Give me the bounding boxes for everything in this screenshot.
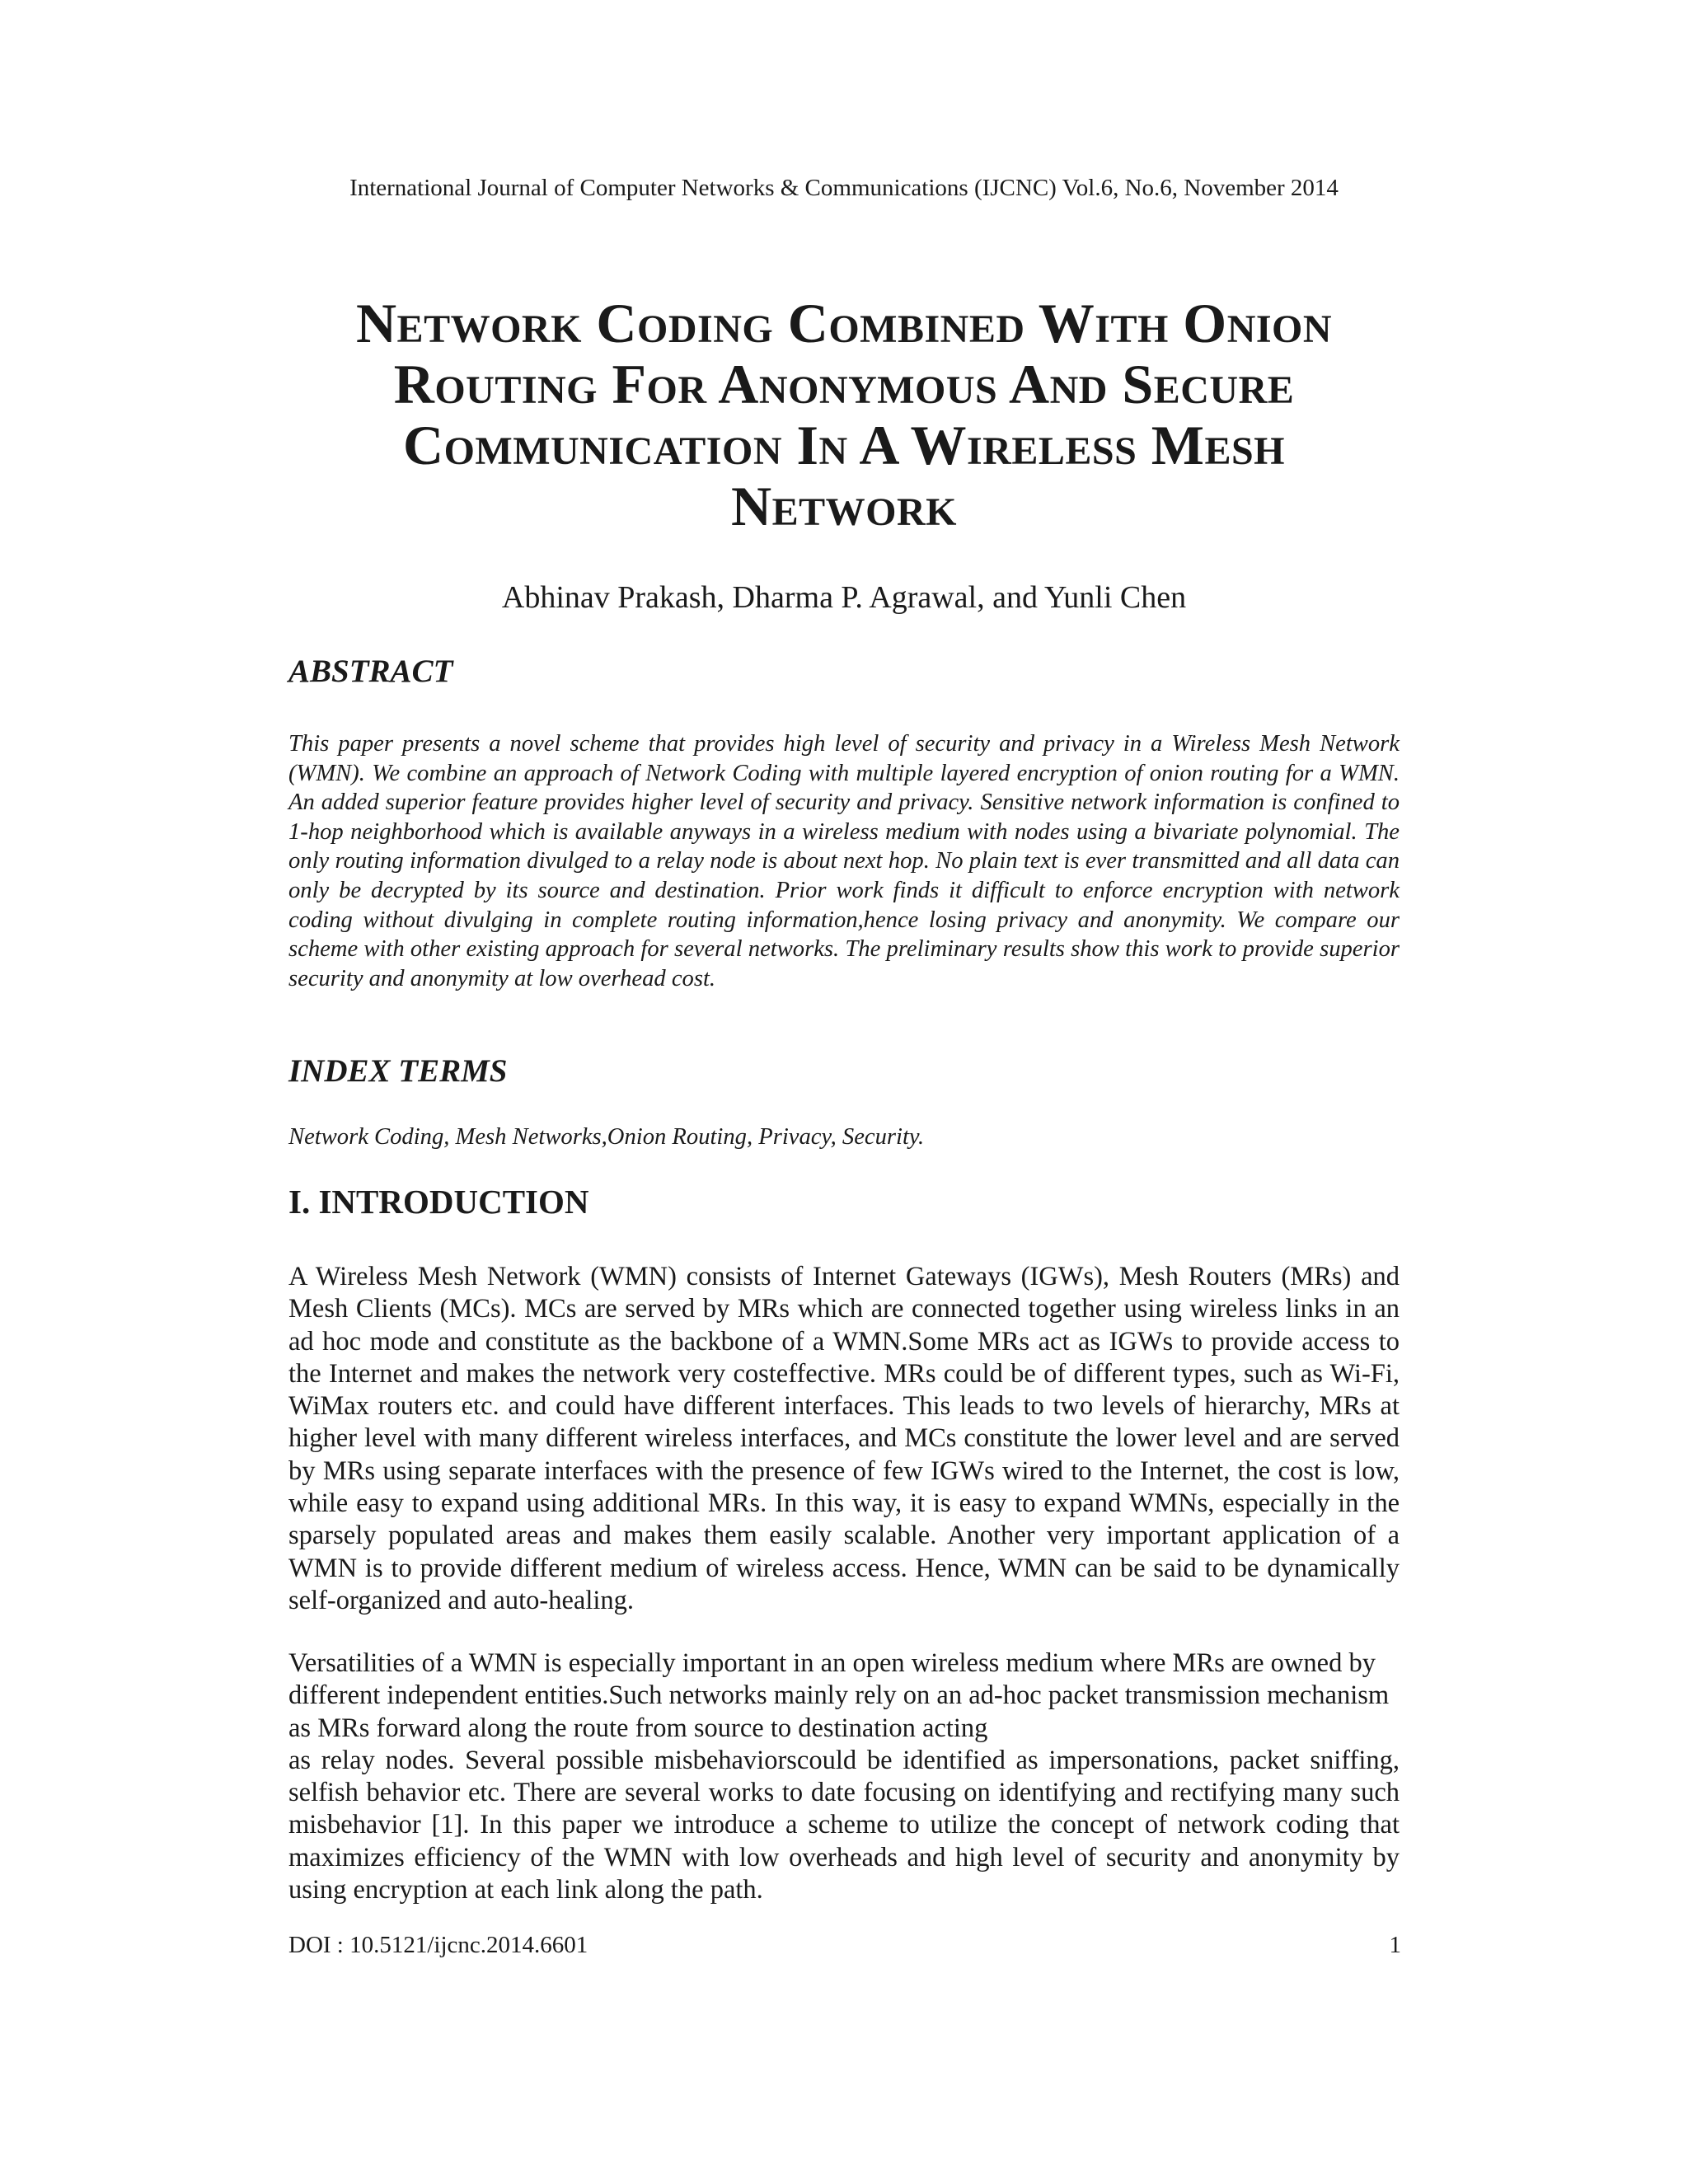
page-number: 1 <box>1389 1932 1401 1958</box>
introduction-paragraph-2 <box>288 1647 1400 1906</box>
paragraph-2-part-2: as relay nodes. Several possible misbehaviorscould be identified as impersonations, packet sniffing, selfish behavior etc. There are several works to date focusing on identifying and rectifying many such misbehavior [1]. In this paper we introduce a scheme to utilize the concept of network coding that maximizes efficiency of the WMN with low overheads and high level of security and anonymity by using encryption at each link along the path. <box>288 1745 1400 1905</box>
introduction-heading: I. INTRODUCTION <box>288 1183 589 1221</box>
author-list: Abhinav Prakash, Dharma P. Agrawal, and Yunli Chen <box>501 580 1187 615</box>
paper-title <box>247 293 1441 537</box>
running-header: International Journal of Computer Networks & Communications (IJCNC) Vol.6, No.6, November 2014 <box>349 175 1339 201</box>
title-line-2: Routing For Anonymous And Secure <box>393 353 1295 415</box>
title-line-4: Network <box>731 475 957 537</box>
paragraph-2-part-1: Versatilities of a WMN is especially important in an open wireless medium where MRs are owned by different independent entities.Such networks mainly rely on an ad-hoc packet transmission mechanism as MRs forward along the route from source to destination acting <box>288 1648 1390 1743</box>
index-terms-heading: INDEX TERMS <box>288 1053 508 1089</box>
introduction-paragraph-1: A Wireless Mesh Network (WMN) consists of Internet Gateways (IGWs), Mesh Routers (MRs) and Mesh Clients (MCs). MCs are served by MRs which are connected together using wireless links in an ad hoc mode and constitute as the backbone of a WMN.Some MRs act as IGWs to provide access to the Internet and makes the network very costeffective. MRs could be of different types, such as Wi-Fi, WiMax routers etc. and could have different interfaces. This leads to two levels of hierarchy, MRs at higher level with many different wireless interfaces, and MCs constitute the lower level and are served by MRs using separate interfaces with the presence of few IGWs wired to the Internet, the cost is low, while easy to expand using additional MRs. In this way, it is easy to expand WMNs, especially in the sparsely populated areas and makes them easily scalable. Another very important application of a WMN is to provide different medium of wireless access. Hence, WMN can be said to be dynamically self-organized and auto-healing. <box>288 1262 1400 1615</box>
title-line-3: Communication In A Wireless Mesh <box>402 414 1286 476</box>
abstract-heading: ABSTRACT <box>288 654 453 689</box>
index-terms-list: Network Coding, Mesh Networks,Onion Routing, Privacy, Security. <box>288 1124 925 1150</box>
abstract-body: This paper presents a novel scheme that provides high level of security and privacy in a Wireless Mesh Network (WMN). We combine an approach of Network Coding with multiple layered encryption of onion routing for a WMN. An added superior feature provides higher level of security and privacy. Sensitive network information is confined to 1-hop neighborhood which is available anyways in a wireless medium with nodes using a bivariate polynomial. The only routing information divulged to a relay node is about next hop. No plain text is ever transmitted and all data can only be decrypted by its source and destination. Prior work finds it difficult to enforce encryption with network coding without divulging in complete routing information,hence losing privacy and anonymity. We compare our scheme with other existing approach for several networks. The preliminary results show this work to provide superior security and anonymity at low overhead cost. <box>288 731 1400 991</box>
doi-footer: DOI : 10.5121/ijcnc.2014.6601 <box>288 1932 588 1958</box>
title-line-1: Network Coding Combined With Onion <box>355 292 1333 354</box>
